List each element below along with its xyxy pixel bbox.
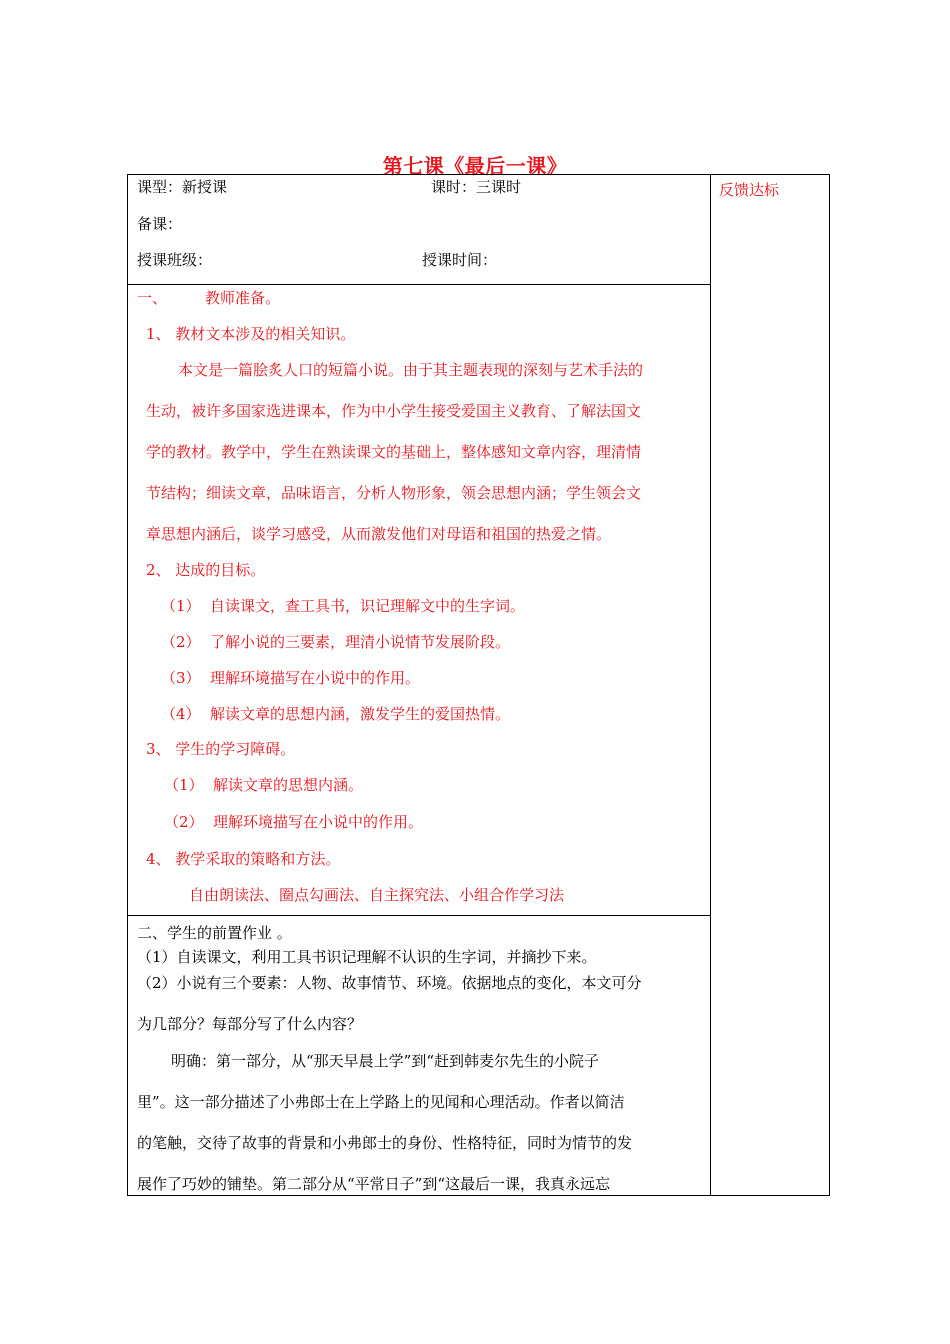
section1-number: 一、	[137, 289, 168, 307]
paragraph-line: 学的教材。教学中，学生在熟读课文的基础上，整体感知文章内容，理清情	[146, 443, 642, 461]
prep-label: 备课：	[137, 215, 183, 233]
goal-text: 自读课文，查工具书，识记理解文中的生字词。	[210, 597, 526, 615]
homework-question-1: （1）自读课文，利用工具书识记理解不认识的生字词，并摘抄下来。	[137, 948, 597, 966]
answer-line: 里”。这一部分描述了小弗郎士在上学路上的见闻和心理活动。作者以简洁	[137, 1093, 625, 1111]
lesson-hours: 课时：三课时	[431, 178, 522, 196]
answer-line: 明确：第一部分，从“那天早晨上学”到“赶到韩麦尔先生的小院子	[171, 1052, 600, 1070]
item1-heading: 1、 教材文本涉及的相关知识。	[146, 325, 356, 343]
goal-number: （2）	[161, 633, 201, 651]
paragraph-line: 节结构；细读文章，品味语言，分析人物形象，领会思想内涵；学生领会文	[146, 484, 642, 502]
class-label: 授课班级：	[137, 251, 213, 269]
item2-heading: 2、 达成的目标。	[146, 561, 266, 579]
paragraph-line: 章思想内涵后，谈学习感受，从而激发他们对母语和祖国的热爱之情。	[146, 525, 612, 543]
row-divider-section	[128, 915, 710, 916]
obstacle-text: 理解环境描写在小说中的作用。	[213, 813, 424, 831]
goal-text: 解读文章的思想内涵，激发学生的爱国热情。	[210, 705, 511, 723]
item4-heading: 4、 教学采取的策略和方法。	[146, 850, 341, 868]
page-title: 第七课《最后一课》	[382, 154, 568, 178]
section1-heading: 教师准备。	[205, 289, 281, 307]
paragraph-line: 生动，被许多国家选进课本，作为中小学生接受爱国主义教育、了解法国文	[146, 402, 642, 420]
row-divider-header	[128, 284, 710, 285]
goal-number: （3）	[161, 669, 201, 687]
homework-question-2-cont: 为几部分？每部分写了什么内容？	[137, 1015, 363, 1033]
time-label: 授课时间：	[422, 251, 498, 269]
obstacle-number: （2）	[164, 813, 204, 831]
goal-number: （4）	[161, 705, 201, 723]
goal-text: 了解小说的三要素，理清小说情节发展阶段。	[210, 633, 511, 651]
goal-text: 理解环境描写在小说中的作用。	[210, 669, 421, 687]
methods-text: 自由朗读法、圈点勾画法、自主探究法、小组合作学习法	[189, 886, 565, 904]
item3-heading: 3、 学生的学习障碍。	[146, 740, 296, 758]
paragraph-line: 本文是一篇脍炙人口的短篇小说。由于其主题表现的深刻与艺术手法的	[178, 361, 644, 379]
section2-heading: 二、学生的前置作业 。	[137, 924, 292, 942]
homework-question-2: （2）小说有三个要素：人物、故事情节、环境。依据地点的变化，本文可分	[137, 974, 642, 992]
answer-line: 展作了巧妙的铺垫。第二部分从“平常日子”到“这最后一课，我真永远忘	[137, 1175, 611, 1193]
goal-number: （1）	[161, 597, 201, 615]
lesson-plan-table	[127, 174, 830, 1196]
feedback-column-label: 反馈达标	[719, 181, 780, 199]
obstacle-text: 解读文章的思想内涵。	[213, 776, 364, 794]
column-divider	[710, 175, 711, 1195]
obstacle-number: （1）	[164, 776, 204, 794]
answer-line: 的笔触，交待了故事的背景和小弗郎士的身份、性格特征，同时为情节的发	[137, 1134, 633, 1152]
lesson-type: 课型：新授课	[137, 178, 228, 196]
